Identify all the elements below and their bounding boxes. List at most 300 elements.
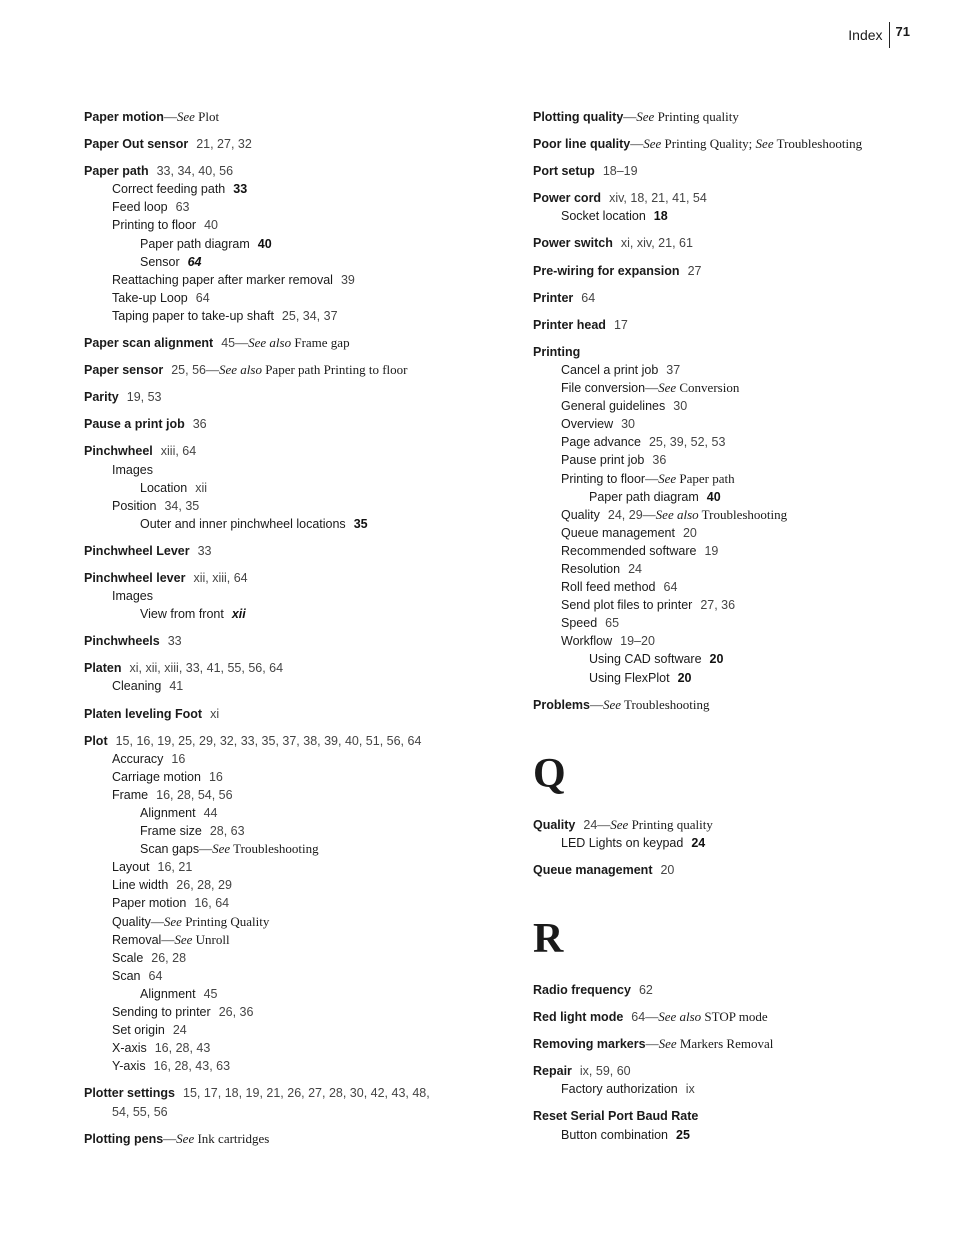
see-label: See: [610, 816, 629, 832]
index-term-line: [84, 162, 524, 180]
section-letter: Q: [533, 750, 566, 797]
index-term: Paper sensor: [84, 363, 164, 378]
page-refs: xii, xiii, 64: [193, 570, 248, 585]
index-subterm-line: [84, 1039, 524, 1057]
page-refs: 40: [257, 236, 272, 251]
page-refs: 27, 36: [700, 598, 736, 613]
index-term-line: [533, 981, 933, 999]
page-refs: 25, 56: [171, 363, 206, 378]
index-subterm: Using FlexPlot: [589, 670, 670, 685]
page-refs: 25: [676, 1127, 690, 1142]
index-subterm: Paper path diagram: [589, 489, 699, 504]
page-refs: 24: [691, 835, 706, 850]
index-subterm-line: [84, 894, 524, 912]
index-subterm-line: [533, 578, 933, 596]
index-subterm: Paper motion: [112, 896, 187, 911]
header-label: Index: [848, 27, 883, 43]
index-entry: [84, 135, 524, 153]
index-term: Removing markers: [533, 1037, 646, 1052]
index-term-line: [533, 861, 933, 879]
index-subterm: Alignment: [140, 806, 196, 820]
cross-reference: [645, 1009, 767, 1024]
index-subterm-line: [533, 506, 933, 524]
page-refs: 16: [208, 769, 223, 784]
page-refs: 36: [192, 417, 207, 432]
index-term: Pre-wiring for expansion: [533, 263, 680, 278]
index-subterm-line: [84, 931, 524, 949]
section-letter: R: [533, 916, 564, 962]
ref-text: —: [205, 362, 219, 378]
index-entry: [84, 162, 524, 325]
page-refs: 30: [673, 399, 688, 414]
index-entry: [84, 442, 524, 532]
page-number: 71: [895, 24, 910, 39]
index-subterm-line: [84, 515, 524, 533]
page-refs: 34, 35: [164, 498, 200, 513]
index-term-line: [84, 1084, 524, 1102]
index-subterm-line: [533, 397, 933, 415]
see-label: See: [176, 1130, 195, 1146]
page-refs: 24, 29: [607, 507, 643, 522]
index-subterm: Line width: [112, 878, 169, 893]
page-refs: 64: [195, 290, 210, 305]
see-label: See: [176, 109, 195, 124]
index-term: Queue management: [533, 862, 653, 877]
index-term: Reset Serial Port Baud Rate: [533, 1109, 699, 1124]
index-subterm-line: [533, 1080, 933, 1098]
see-label: See: [602, 696, 622, 712]
ref-text: Conversion: [676, 380, 740, 396]
index-subterm-line: [84, 768, 524, 786]
index-term: Radio frequency: [533, 983, 631, 997]
index-subterm-line: [84, 180, 524, 198]
page-refs: 41: [169, 679, 184, 694]
index-subterm: Factory authorization: [561, 1082, 678, 1097]
index-entry: [533, 289, 933, 307]
index-term-line: [84, 388, 524, 406]
index-term-line: [84, 415, 524, 433]
cross-reference: [645, 471, 735, 486]
ref-text: Frame gap: [291, 335, 350, 351]
page-refs: xiii, 64: [160, 444, 197, 459]
cross-reference: [646, 1036, 774, 1051]
index-term-line: [533, 1008, 933, 1026]
page-refs: 15, 17, 18, 19, 21, 26, 27, 28, 30, 42, 43, 48,: [183, 1086, 430, 1101]
page-refs: 35: [353, 516, 368, 531]
page-refs: 16, 64: [194, 896, 230, 911]
index-subterm: Accuracy: [112, 751, 164, 766]
index-term: Platen leveling Foot: [84, 706, 203, 721]
page-refs: 16, 28, 54, 56: [156, 787, 233, 802]
index-term: Problems: [533, 697, 590, 712]
index-subterm: Paper path diagram: [140, 236, 250, 251]
ref-text: Troubleshooting: [698, 506, 788, 522]
index-subterm: Alignment: [140, 986, 196, 1001]
ref-text: Markers Removal: [676, 1036, 774, 1052]
cross-reference: [151, 914, 269, 929]
index-term-line: [533, 162, 933, 180]
index-subterm-line: [533, 632, 933, 650]
index-entry: [533, 861, 933, 879]
index-subterm-line: [84, 198, 524, 216]
index-term-line: [533, 696, 933, 714]
index-term-line: [84, 1130, 524, 1148]
page-refs-continued: 54, 55, 56: [112, 1104, 168, 1119]
index-term-line: [533, 816, 933, 834]
page-refs: 25, 34, 37: [281, 308, 338, 323]
page-refs: 24: [172, 1023, 187, 1038]
index-subterm: Speed: [561, 616, 598, 631]
see-label: See: [658, 470, 677, 486]
page-refs: 62: [638, 983, 653, 997]
index-term: Pinchwheel Lever: [84, 543, 190, 558]
index-subterm-line: [84, 1057, 524, 1075]
index-subterm: Images: [112, 589, 153, 604]
index-term-line: [84, 569, 524, 587]
index-subterm: Location: [140, 480, 188, 495]
index-entry: [84, 334, 524, 352]
index-term: Paper path: [84, 164, 149, 179]
index-subterm-line: [533, 207, 933, 225]
ref-text: Ink cartridges: [194, 1130, 270, 1146]
page-refs: 26, 28: [151, 950, 187, 965]
cross-reference: [597, 817, 713, 832]
page-refs: xii: [195, 480, 208, 495]
index-subterm-line: [84, 253, 524, 271]
index-term: Printer head: [533, 317, 606, 332]
index-subterm: Feed loop: [112, 200, 168, 215]
page-refs: 26, 36: [218, 1005, 254, 1020]
index-subterm: Page advance: [561, 435, 641, 450]
index-subterm: Queue management: [561, 525, 675, 540]
cross-reference: [163, 1131, 269, 1146]
index-subterm: Images: [112, 462, 153, 477]
index-term-line: [533, 135, 933, 153]
ref-text: —: [645, 380, 659, 396]
page-refs: 39: [340, 272, 355, 287]
see-label: See also: [658, 1009, 702, 1025]
ref-text: —: [161, 931, 175, 947]
index-subterm-line: [84, 235, 524, 253]
index-entry: [533, 1035, 933, 1053]
index-subterm-line: [84, 271, 524, 289]
index-entry: [84, 415, 524, 433]
page-refs: 37: [666, 362, 681, 377]
ref-text: —: [150, 913, 164, 929]
index-subterm-line: [533, 542, 933, 560]
index-term: Pause a print job: [84, 417, 185, 432]
see-label: See: [658, 380, 677, 396]
index-term: Poor line quality: [533, 137, 631, 152]
index-subterm: Taping paper to take-up shaft: [112, 308, 274, 323]
index-term: Red light mode: [533, 1010, 624, 1025]
page-refs: 33: [167, 634, 182, 649]
index-subterm: Using CAD software: [589, 652, 702, 667]
index-entry: [533, 162, 933, 180]
index-subterm-line: [84, 913, 524, 931]
ref-text: STOP mode: [701, 1009, 768, 1025]
index-term-line: [84, 108, 524, 126]
see-label: See also: [218, 362, 262, 378]
page-refs: 20: [682, 525, 697, 540]
index-subterm-line: [84, 858, 524, 876]
ref-text: —: [163, 109, 177, 124]
ref-text: —: [623, 109, 637, 124]
index-term: Paper motion: [84, 110, 164, 124]
index-term-line: [533, 234, 933, 252]
index-subterm: Roll feed method: [561, 580, 656, 595]
index-subterm-line: [84, 677, 524, 695]
page-refs: xi, xiv, 21, 61: [620, 236, 693, 251]
page-refs: 16, 21: [157, 860, 193, 875]
page-refs: 63: [175, 200, 190, 215]
index-subterm: Resolution: [561, 561, 621, 576]
index-term-line: [533, 1107, 933, 1125]
index-entry: [533, 816, 933, 852]
page-refs: 28, 63: [209, 824, 245, 839]
index-term-line: [533, 1062, 933, 1080]
index-term: Plotter settings: [84, 1086, 175, 1101]
see-label: See: [755, 136, 774, 152]
page-refs: 16, 28, 43, 63: [153, 1059, 231, 1074]
index-subterm: Sensor: [140, 254, 180, 269]
ref-text: Printing quality: [654, 109, 739, 124]
index-subterm-line: [533, 524, 933, 542]
page-refs: 36: [652, 453, 667, 468]
index-subterm: Carriage motion: [112, 769, 201, 784]
see-label: See: [658, 1036, 677, 1052]
page-refs: xi, xii, xiii, 33, 41, 55, 56, 64: [129, 661, 284, 676]
index-subterm-line: [84, 1003, 524, 1021]
page-refs: 20: [677, 670, 692, 685]
index-entry: [84, 569, 524, 623]
index-entry: [533, 108, 933, 126]
index-subterm-line: [84, 822, 524, 840]
index-term: Port setup: [533, 164, 595, 179]
index-subterm-line: [533, 560, 933, 578]
index-term-line: [533, 343, 933, 361]
index-subterm-line: [533, 596, 933, 614]
page-refs: 64: [581, 290, 596, 305]
index-term: Parity: [84, 390, 119, 405]
index-subterm-line: [84, 479, 524, 497]
cross-reference: [199, 841, 319, 856]
index-entry: [84, 1130, 524, 1148]
index-subterm: Printing to floor: [561, 471, 646, 486]
page-refs: 30: [621, 417, 635, 432]
page-refs: xii: [231, 607, 246, 622]
cross-reference: [235, 335, 349, 350]
index-subterm-line: [533, 488, 933, 506]
page-refs: 40: [204, 218, 218, 233]
index-subterm: View from front: [140, 607, 224, 622]
index-subterm-line: [533, 433, 933, 451]
page-refs: xiv, 18, 21, 41, 54: [609, 191, 707, 206]
index-entry: [533, 1062, 933, 1098]
index-entry: [533, 696, 933, 714]
index-term-line: [533, 289, 933, 307]
index-entry: [84, 361, 524, 379]
index-subterm: Position: [112, 498, 157, 513]
page-refs: ix, 59, 60: [579, 1064, 631, 1079]
cross-reference: [206, 362, 407, 377]
index-subterm-line: [533, 1126, 933, 1144]
index-subterm-line: [84, 216, 524, 234]
see-label: See: [174, 931, 193, 947]
cross-reference: [164, 109, 219, 124]
index-subterm: Layout: [112, 860, 150, 875]
ref-text: Printing Quality;: [661, 136, 756, 152]
ref-text: Paper path: [676, 470, 735, 486]
page-refs: 24: [583, 817, 598, 832]
index-term: Pinchwheels: [84, 634, 160, 649]
ref-text: Plot: [194, 109, 220, 124]
page-refs: 20: [709, 652, 724, 667]
page-refs: 26, 28, 29: [176, 878, 232, 893]
index-subterm: Quality: [112, 914, 151, 929]
page-refs: 25, 39, 52, 53: [648, 435, 726, 450]
index-term: Plotting pens: [84, 1131, 164, 1146]
index-term-line: [84, 705, 524, 723]
index-entry: [533, 1107, 933, 1143]
index-entry: [84, 705, 524, 723]
ref-text: —: [597, 816, 611, 832]
index-term-line: [533, 262, 933, 280]
ref-text: —: [163, 1130, 177, 1146]
index-entry: [533, 981, 933, 999]
index-term: Pinchwheel lever: [84, 570, 186, 585]
index-subterm: Frame: [112, 787, 149, 802]
page-refs: 19: [704, 543, 719, 558]
index-entry: [84, 632, 524, 650]
page-refs: 64: [187, 254, 202, 269]
index-subterm: General guidelines: [561, 399, 666, 414]
index-subterm: Scale: [112, 950, 144, 965]
ref-text: —: [642, 506, 656, 522]
index-subterm-line: [533, 614, 933, 632]
ref-text: Troubleshooting: [773, 136, 863, 152]
see-label: See: [212, 841, 231, 857]
index-term-line: [84, 732, 524, 750]
index-term: Power switch: [533, 236, 613, 251]
index-entry: [533, 343, 933, 687]
page-refs: 33: [233, 182, 248, 197]
see-label: See also: [248, 335, 292, 351]
ref-text: Troubleshooting: [230, 841, 319, 857]
page-refs: xi: [210, 706, 220, 721]
index-entry: [533, 135, 933, 153]
page-refs: 64: [148, 968, 163, 983]
cross-reference: [590, 697, 710, 712]
page-refs: 16, 28, 43: [154, 1041, 211, 1056]
page-refs: 17: [613, 317, 628, 332]
index-term-line: [84, 542, 524, 560]
index-subterm-line: [533, 669, 933, 687]
see-label: See: [636, 109, 655, 124]
ref-text: —: [645, 1036, 659, 1052]
index-subterm: Pause print job: [561, 453, 645, 468]
ref-text: Unroll: [192, 931, 230, 947]
page-refs: 33: [197, 543, 212, 558]
index-term-line: [84, 442, 524, 460]
index-subterm: Correct feeding path: [112, 182, 226, 197]
page-refs: 44: [203, 806, 218, 820]
page-refs: 27: [687, 263, 702, 278]
index-term-line: [533, 189, 933, 207]
index-entry: [84, 108, 524, 126]
index-subterm: Scan gaps: [140, 842, 200, 857]
index-subterm-line: [84, 1021, 524, 1039]
cross-reference: [643, 507, 787, 522]
page-refs: ix: [685, 1082, 695, 1097]
page-refs: 21, 27, 32: [196, 137, 252, 152]
index-subterm-line: [84, 949, 524, 967]
index-term-line: [84, 334, 524, 352]
index-subterm-line: [533, 415, 933, 433]
ref-text: Printing Quality: [181, 913, 270, 929]
index-subterm: Quality: [561, 507, 600, 522]
index-entry: [84, 542, 524, 560]
page-refs: 64: [663, 580, 678, 595]
page-refs: 19–20: [620, 634, 655, 649]
index-subterm-line: [533, 650, 933, 668]
ref-text: —: [199, 841, 213, 857]
index-subterm: Cleaning: [112, 679, 162, 694]
index-subterm: Cancel a print job: [561, 362, 659, 377]
ref-text: Paper path Printing to floor: [261, 362, 408, 378]
page-refs: 64: [631, 1010, 646, 1025]
index-subterm: Workflow: [561, 634, 613, 649]
index-subterm: Printing to floor: [112, 218, 197, 233]
index-entry: [533, 1008, 933, 1026]
index-term: Plot: [84, 733, 108, 748]
index-subterm: Socket location: [561, 209, 646, 224]
page-header: [848, 22, 910, 48]
index-term-line: [533, 316, 933, 334]
ref-text: Printing quality: [628, 816, 713, 832]
index-subterm-line: [84, 967, 524, 985]
index-subterm: Frame size: [140, 824, 202, 839]
ref-text: —: [235, 335, 249, 351]
index-term: Plotting quality: [533, 110, 624, 124]
page-refs: 33, 34, 40, 56: [156, 164, 234, 179]
index-entry: [84, 1084, 524, 1120]
page-refs: 45: [203, 986, 218, 1001]
index-term-line: [84, 361, 524, 379]
index-subterm: Reattaching paper after marker removal: [112, 272, 333, 287]
index-term: Power cord: [533, 191, 602, 206]
index-entry: [533, 234, 933, 252]
ref-text: —: [589, 696, 603, 712]
see-label: See: [163, 913, 182, 929]
index-entry: [533, 262, 933, 280]
index-subterm-line: [84, 497, 524, 515]
index-subterm-line: [84, 587, 524, 605]
index-term: Pinchwheel: [84, 444, 153, 459]
page-refs: 18: [653, 209, 668, 224]
page-refs: 18–19: [602, 164, 638, 179]
cross-reference: [623, 109, 739, 124]
index-subterm-line: [533, 470, 933, 488]
index-term: Quality: [533, 817, 576, 832]
index-subterm-line: [84, 289, 524, 307]
ref-text: —: [645, 470, 659, 486]
index-subterm-line: [533, 379, 933, 397]
index-column-left: [84, 108, 524, 1157]
index-column-right: [533, 108, 933, 1153]
index-subterm: Take-up Loop: [112, 290, 188, 305]
index-subterm: Y-axis: [112, 1059, 146, 1074]
